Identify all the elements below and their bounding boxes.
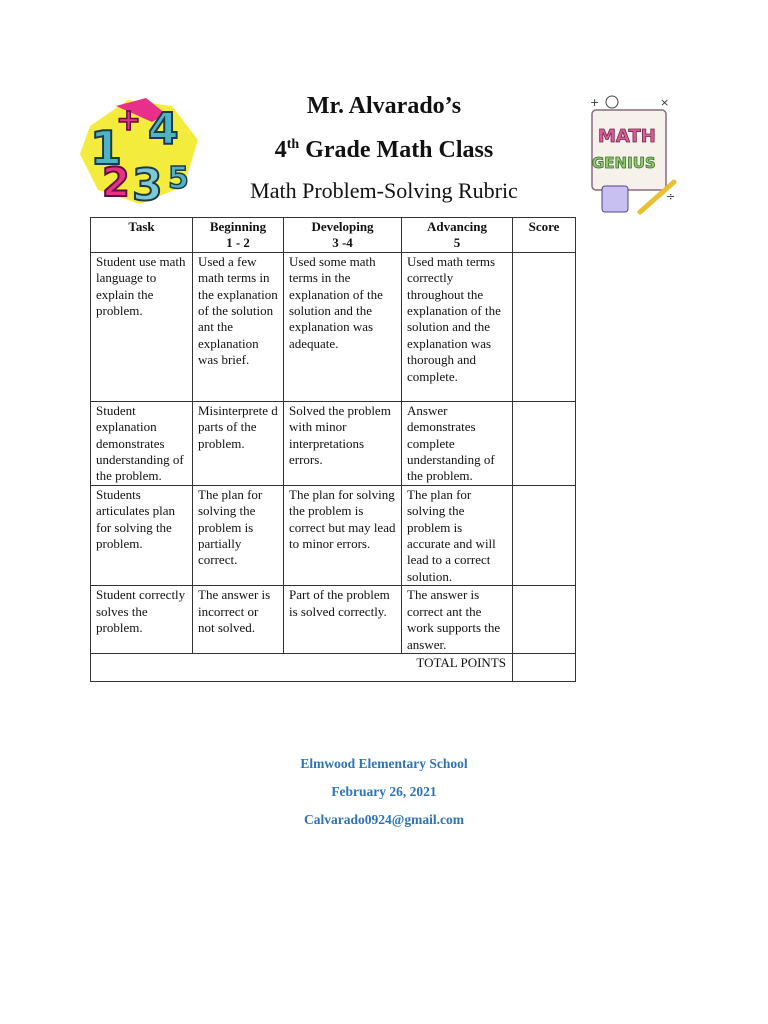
header-task: Task (91, 218, 193, 253)
cell-developing: Solved the problem with minor interpretations errors. (284, 401, 402, 485)
cell-score[interactable] (513, 252, 576, 401)
cell-developing: Used some math terms in the explanation of the solution and the explanation was adequate. (284, 252, 402, 401)
cell-task: Student correctly solves the problem. (91, 586, 193, 654)
grade-number: 4 (274, 137, 287, 163)
cell-advancing: The plan for solving the problem is accurate and will lead to a correct solution. (402, 485, 513, 585)
header-advancing: Advancing 5 (402, 218, 513, 253)
grade-suffix: th (286, 137, 300, 152)
plus-symbol-icon: + (590, 96, 600, 109)
class-title (0, 137, 768, 164)
rubric-subtitle: Math Problem-Solving Rubric (250, 178, 518, 203)
genius-word: GENIUS (592, 154, 656, 172)
rubric-table (90, 217, 576, 682)
glyph-plus: + (116, 103, 142, 138)
cell-advancing: The answer is correct ant the work supports the answer. (402, 586, 513, 654)
divide-symbol-icon: ÷ (666, 190, 676, 203)
header-score: Score (513, 218, 576, 253)
cell-developing: Part of the problem is solved correctly. (284, 586, 402, 654)
teacher-title: Mr. Alvarado’s (306, 93, 462, 119)
math-word: MATH (598, 126, 656, 147)
header-advancing-range: 5 (453, 235, 461, 251)
header-beginning: Beginning 1 - 2 (193, 218, 284, 253)
header-beginning-range: 1 - 2 (226, 235, 250, 251)
email-text: Calvarado0924@gmail.com (304, 812, 464, 827)
table-row (91, 401, 576, 485)
header-developing-range: 3 -4 (332, 235, 353, 251)
cell-beginning: Misinterprete d parts of the problem. (193, 401, 284, 485)
glyph-2: 2 (102, 160, 130, 206)
cell-developing: The plan for solving the problem is correct but may lead to minor errors. (284, 485, 402, 585)
cell-score[interactable] (513, 401, 576, 485)
class-title-rest: Grade Math Class (299, 137, 494, 163)
cell-advancing: Used math terms correctly throughout the explanation of the solution and the explanation was thorough and complete. (402, 252, 513, 401)
date-text: February 26, 2021 (331, 784, 437, 799)
times-symbol-icon: × (660, 96, 670, 109)
total-points-value[interactable] (513, 653, 576, 681)
glyph-1: 1 (90, 121, 123, 175)
cell-beginning: The plan for solving the problem is partially correct. (193, 485, 284, 585)
cell-task: Students articulates plan for solving the problem. (91, 485, 193, 585)
table-row (91, 252, 576, 401)
glyph-5: 5 (168, 161, 189, 196)
header-developing: Developing 3 -4 (284, 218, 402, 253)
glyph-3: 3 (132, 160, 163, 210)
total-points-label: TOTAL POINTS (91, 653, 513, 681)
glyph-4: 4 (148, 104, 179, 155)
table-row (91, 485, 576, 585)
school-name: Elmwood Elementary School (300, 756, 468, 771)
cell-advancing: Answer demonstrates complete understanding of the problem. (402, 401, 513, 485)
table-row (91, 586, 576, 654)
cell-beginning: Used a few math terms in the explanation of the solution ant the explanation was brief. (193, 252, 284, 401)
cell-beginning: The answer is incorrect or not solved. (193, 586, 284, 654)
cell-score[interactable] (513, 485, 576, 585)
cell-task: Student use math language to explain the problem. (91, 252, 193, 401)
cell-score[interactable] (513, 586, 576, 654)
total-row (91, 653, 576, 681)
table-header-row (91, 218, 576, 253)
cell-task: Student explanation demonstrates understanding of the problem. (91, 401, 193, 485)
